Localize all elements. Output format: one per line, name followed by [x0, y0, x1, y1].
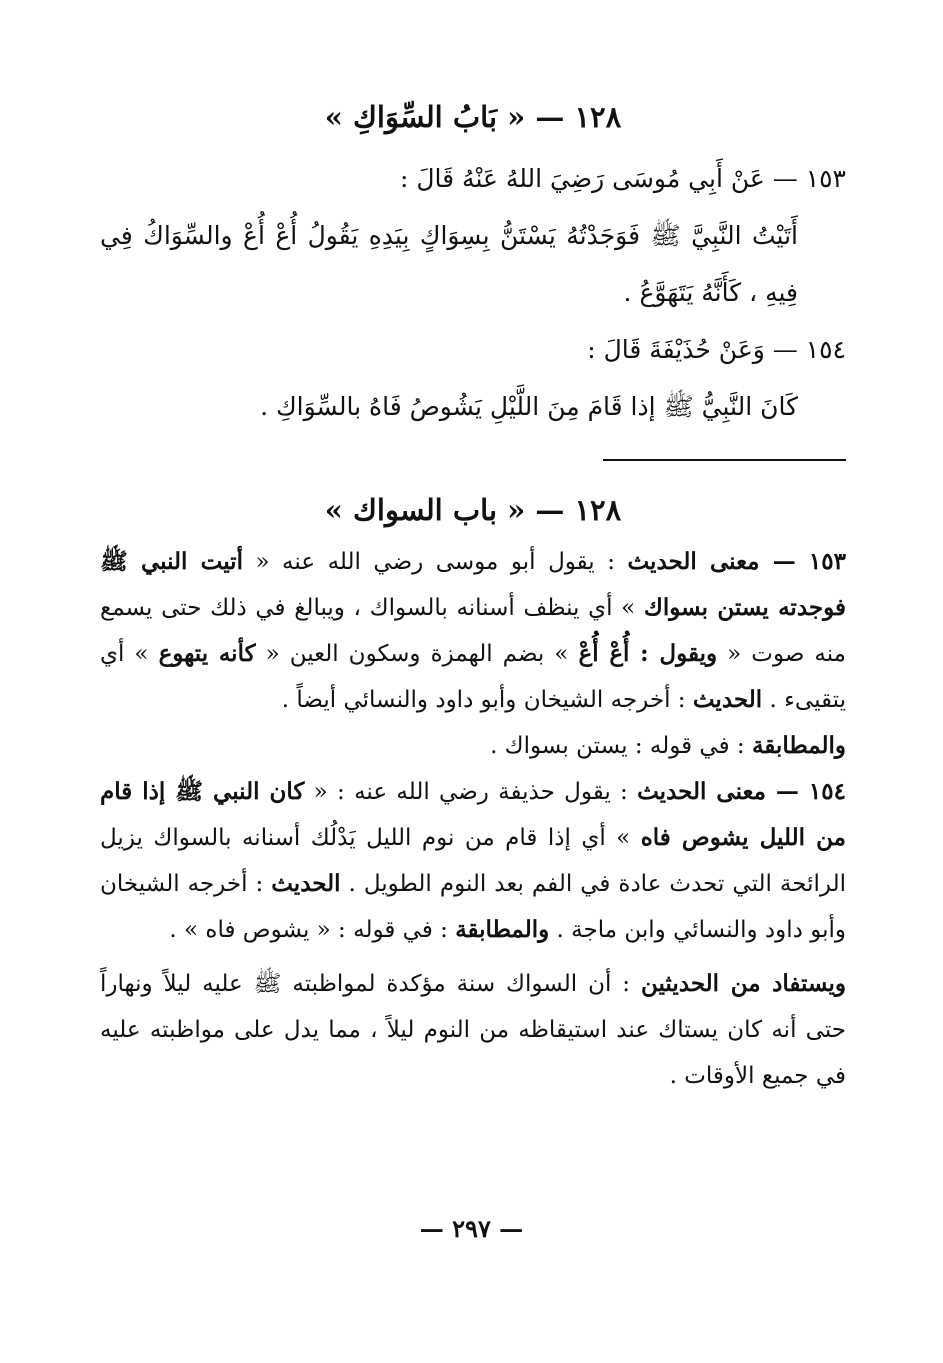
- commentary-153-number-label: ١٥٣ — معنى الحديث: [627, 548, 846, 575]
- commentary-153-quote-2: ويقول : أُعْ أُعْ: [578, 640, 718, 667]
- hadith-153-heading: ١٥٣ — عَنْ أَبِي مُوسَى رَضِيَ اللهُ عَنْهُ قَالَ :: [400, 164, 846, 193]
- commentary-153-text-2: » أي ينظف أسنانه بالسواك ، ويبالغ في ذلك حتى يسمع منه صوت «: [100, 595, 846, 667]
- hadith-154-text: كَانَ النَّبِيُّ ﷺ إذا قَامَ مِنَ اللَّيْلِ يَشُوصُ فَاهُ بالسِّوَاكِ .: [260, 392, 798, 421]
- commentary-153-quote-3: كأنه يتهوع: [158, 640, 256, 667]
- commentary-153-quote-1: أتيت النبي ﷺ فوجدته يستن بسواك: [100, 548, 847, 621]
- commentary-154-text-2: » أي إذا قام من نوم الليل يَدْلُك أسنانه بالسواك يزيل الرائحة التي تحدث عادة في الفم بعد النوم الطويل .: [100, 825, 846, 897]
- commentary-154-match-label: والمطابقة: [455, 916, 550, 943]
- commentary-153-text-6: : في قوله : يستن بسواك .: [490, 733, 752, 759]
- hadith-154-heading: ١٥٤ — وَعَنْ حُذَيْفَةَ قَالَ :: [587, 335, 846, 364]
- commentary-153-hadith-label: الحديث: [692, 686, 763, 713]
- benefit-paragraph: [100, 961, 846, 1099]
- benefit-label: ويستفاد من الحديثين: [640, 970, 846, 997]
- commentary-153-text-1: : يقول أبو موسى رضي الله عنه «: [242, 549, 628, 575]
- benefit-text: : أن السواك سنة مؤكدة لمواظبته ﷺ عليه ليلاً ونهاراً حتى أنه كان يستاك عند استيقاظه من النوم ليلاً ، مما يدل على مواظبته عليه في جميع الأوقات .: [100, 971, 846, 1089]
- chapter-title-text: ١٢٨ — « بَابُ السِّوَاكِ »: [324, 100, 622, 134]
- commentary-153: [100, 539, 846, 769]
- commentary-153-text-5: : أخرجه الشيخان وأبو داود والنسائي أيضاً .: [281, 687, 693, 713]
- page-number: — ٢٩٧ —: [419, 1214, 524, 1243]
- commentary-153-match-label: والمطابقة: [751, 732, 846, 759]
- commentary-153-text-4: » أي يتقيىء .: [100, 641, 846, 713]
- commentary-154-text-4: : في قوله : « يشوص فاه » .: [169, 917, 456, 943]
- commentary-154: [100, 769, 846, 953]
- commentary-chapter-title: ١٢٨ — « باب السواك »: [324, 493, 622, 527]
- commentary-154-hadith-label: الحديث: [271, 870, 341, 897]
- commentary-154-text-3: : أخرجه الشيخان وأبو داود والنسائي وابن ماجة .: [100, 871, 846, 943]
- commentary-153-text-3: » بضم الهمزة وسكون العين «: [255, 641, 579, 667]
- commentary-154-number-label: ١٥٤ — معنى الحديث: [637, 778, 846, 805]
- hadith-153-text: أَتَيْتُ النَّبِيَّ ﷺ فَوَجَدْتُهُ يَسْتَنُّ بِسِوَاكٍ بِيَدِهِ يَقُولُ أُعْ أُعْ والسِّوَاكُ فِي فِيهِ ، كَأَنَّهُ يَتَهَوَّعُ .: [100, 221, 798, 307]
- section-divider: [603, 459, 846, 461]
- commentary-154-text-1: : يقول حذيفة رضي الله عنه : «: [304, 779, 638, 805]
- commentary-154-quote-1: كان النبي ﷺ إذا قام من الليل يشوص فاه: [100, 778, 846, 851]
